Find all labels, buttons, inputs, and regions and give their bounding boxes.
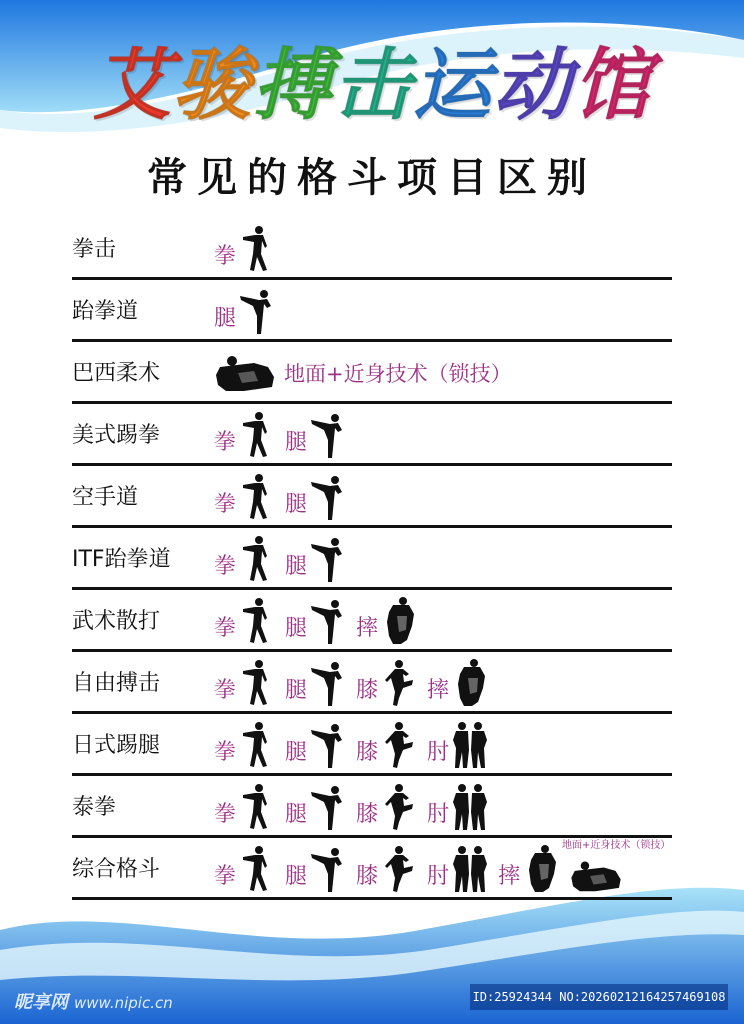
elbow-silhouette-icon	[450, 720, 490, 770]
table-row	[72, 714, 672, 776]
technique-fist	[214, 844, 277, 894]
technique-knee	[356, 844, 419, 894]
fist-silhouette-icon	[237, 410, 277, 460]
leg-silhouette-icon	[308, 844, 348, 894]
technique-list	[214, 406, 356, 464]
brand-char: 艾	[92, 40, 171, 131]
technique-label: 腿	[285, 802, 308, 827]
throw-silhouette-icon	[521, 844, 561, 894]
watermark-logo	[14, 988, 173, 1014]
sport-name: 武术散打	[72, 609, 161, 634]
technique-label: 摔	[427, 678, 450, 703]
sport-name: 空手道	[72, 485, 139, 510]
technique-label: 腿	[285, 430, 308, 455]
grappling-silhouette-icon	[569, 859, 623, 893]
technique-leg	[285, 844, 348, 894]
technique-label: 拳	[214, 244, 237, 269]
technique-knee	[356, 720, 419, 770]
sport-name: 跆拳道	[72, 299, 139, 324]
brand-char: 骏	[172, 40, 251, 131]
fist-silhouette-icon	[237, 224, 277, 274]
knee-silhouette-icon	[379, 782, 419, 832]
technique-throw	[498, 844, 561, 894]
technique-label: 拳	[214, 802, 237, 827]
technique-elbow	[427, 844, 490, 894]
table-row	[72, 466, 672, 528]
technique-list	[214, 592, 427, 650]
technique-leg	[285, 658, 348, 708]
technique-throw	[427, 658, 490, 708]
technique-label: 腿	[285, 678, 308, 703]
technique-throw	[356, 596, 419, 646]
knee-silhouette-icon	[379, 658, 419, 708]
brand-char: 击	[332, 40, 411, 131]
sport-name: 自由搏击	[72, 671, 161, 696]
technique-leg	[285, 534, 348, 584]
leg-silhouette-icon	[308, 410, 348, 460]
table-row	[72, 776, 672, 838]
table-row	[72, 528, 672, 590]
fist-silhouette-icon	[237, 596, 277, 646]
brand-char: 动	[493, 40, 572, 131]
leg-silhouette-icon	[308, 782, 348, 832]
technique-elbow	[427, 782, 490, 832]
knee-silhouette-icon	[379, 844, 419, 894]
technique-fist	[214, 596, 277, 646]
fist-silhouette-icon	[237, 472, 277, 522]
table-row	[72, 218, 672, 280]
watermark-site: 昵享网	[14, 992, 68, 1013]
watermark-url: www.nipic.cn	[74, 994, 173, 1012]
sport-name: 综合格斗	[72, 857, 161, 882]
technique-label: 拳	[214, 678, 237, 703]
sport-name: ITF跆拳道	[72, 547, 171, 572]
technique-leg	[285, 472, 348, 522]
technique-list	[214, 220, 285, 278]
leg-silhouette-icon	[308, 534, 348, 584]
table-row	[72, 838, 672, 900]
sport-name: 巴西柔术	[72, 361, 161, 386]
brand-char: 搏	[252, 40, 331, 131]
technique-label: 拳	[214, 740, 237, 765]
table-row	[72, 652, 672, 714]
technique-list	[214, 344, 520, 402]
technique-label: 拳	[214, 554, 237, 579]
technique-label: 摔	[356, 616, 379, 641]
technique-label: 地面+近身技术（锁技）	[562, 840, 671, 851]
table-row	[72, 342, 672, 404]
technique-label: 地面+近身技术（锁技）	[284, 362, 512, 386]
technique-label: 腿	[285, 492, 308, 517]
technique-fist	[214, 472, 277, 522]
throw-silhouette-icon	[379, 596, 419, 646]
technique-fist	[214, 720, 277, 770]
technique-list	[214, 282, 285, 340]
elbow-silhouette-icon	[450, 782, 490, 832]
technique-list	[214, 716, 498, 774]
leg-silhouette-icon	[308, 658, 348, 708]
fist-silhouette-icon	[237, 720, 277, 770]
technique-label: 腿	[214, 306, 237, 331]
technique-list	[214, 840, 623, 898]
throw-silhouette-icon	[450, 658, 490, 708]
technique-label: 肘	[427, 740, 450, 765]
leg-silhouette-icon	[308, 472, 348, 522]
technique-fist	[214, 534, 277, 584]
fist-silhouette-icon	[237, 658, 277, 708]
technique-knee	[356, 658, 419, 708]
technique-label: 肘	[427, 864, 450, 889]
sport-name: 日式踢腿	[72, 733, 161, 758]
technique-label: 拳	[214, 864, 237, 889]
technique-list	[214, 778, 498, 836]
technique-leg	[285, 720, 348, 770]
comparison-table	[72, 218, 672, 900]
technique-list	[214, 654, 498, 712]
knee-silhouette-icon	[379, 720, 419, 770]
technique-label: 腿	[285, 864, 308, 889]
technique-label: 拳	[214, 492, 237, 517]
technique-leg	[285, 596, 348, 646]
table-row	[72, 280, 672, 342]
technique-leg	[214, 286, 277, 336]
technique-fist	[214, 410, 277, 460]
technique-list	[214, 530, 356, 588]
technique-fist	[214, 658, 277, 708]
technique-knee	[356, 782, 419, 832]
sport-name: 泰拳	[72, 795, 117, 820]
technique-label: 膝	[356, 678, 379, 703]
technique-elbow	[427, 720, 490, 770]
technique-label: 拳	[214, 616, 237, 641]
grappling-silhouette-icon	[214, 353, 276, 393]
sport-name: 美式踢拳	[72, 423, 161, 448]
technique-list	[214, 468, 356, 526]
page-subtitle: 常见的格斗项目区别	[147, 155, 597, 201]
elbow-silhouette-icon	[450, 844, 490, 894]
fist-silhouette-icon	[237, 844, 277, 894]
image-id-badge: ID:25924344 NO:20260212164257469108	[470, 984, 728, 1010]
technique-fist	[214, 782, 277, 832]
table-row	[72, 590, 672, 652]
technique-label: 膝	[356, 864, 379, 889]
brand-char: 馆	[573, 40, 652, 131]
fist-silhouette-icon	[237, 534, 277, 584]
leg-silhouette-icon	[308, 720, 348, 770]
technique-label: 膝	[356, 740, 379, 765]
brand-title	[40, 36, 704, 136]
leg-silhouette-icon	[308, 596, 348, 646]
technique-label: 摔	[498, 864, 521, 889]
technique-label: 腿	[285, 554, 308, 579]
technique-label: 肘	[427, 802, 450, 827]
technique-fist	[214, 224, 277, 274]
technique-label: 膝	[356, 802, 379, 827]
technique-leg	[285, 410, 348, 460]
sport-name: 拳击	[72, 237, 117, 262]
technique-label: 腿	[285, 740, 308, 765]
technique-ground	[214, 353, 512, 393]
table-row	[72, 404, 672, 466]
leg-silhouette-icon	[237, 286, 277, 336]
technique-label: 拳	[214, 430, 237, 455]
technique-leg	[285, 782, 348, 832]
fist-silhouette-icon	[237, 782, 277, 832]
brand-char: 运	[413, 40, 492, 131]
technique-label: 腿	[285, 616, 308, 641]
